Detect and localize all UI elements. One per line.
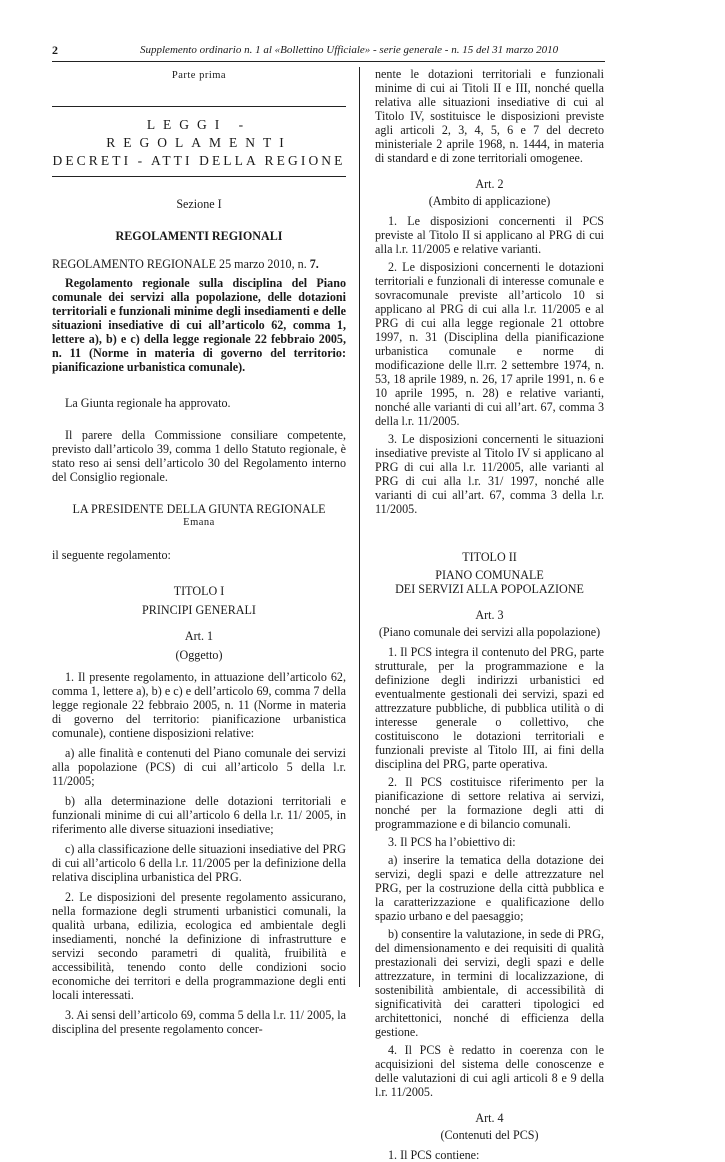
art-1-item-c: c) alla classificazione delle situazioni insediative del PRG di cui all’articolo 6 della l.r. 11/2005 per la definizione della relativa disciplina urbanistica del PRG. xyxy=(52,842,346,884)
part-label: Parte prima xyxy=(171,70,227,81)
titolo-2-label: TITOLO II xyxy=(462,550,517,564)
heading-top-rule xyxy=(52,106,346,107)
art-3-paragraph-4: 4. Il PCS è redatto in coerenza con le acquisizioni del sistema delle conoscenze e delle valutazioni di cui agli articoli 8 e 9 della l.r. 11/2005. xyxy=(375,1043,604,1099)
regulation-summary: Regolamento regionale sulla disciplina del Piano comunale dei servizi alla popolazione, delle dotazioni territoriali e funzionali minime degli insediamenti e delle situazioni insediative di cui all’articolo 62, comma 1, lettere a), b) e c) della legge regionale 22 febbraio 2005, n. 11 (Norme in materia di governo del territorio: pianificazione urbanistica comunale). xyxy=(52,276,346,374)
art-4-paragraph-1: 1. Il PCS contiene: xyxy=(388,1148,480,1162)
page-number: 2 xyxy=(52,43,58,57)
regulation-date: REGOLAMENTO REGIONALE 25 marzo 2010, n. xyxy=(52,257,307,271)
art-1-item-b: b) alla determinazione delle dotazioni territoriali e funzionali minime di cui all’articolo 6 della l.r. 11/ 2005, in riferimento alle diverse situazioni insediative; xyxy=(52,794,346,836)
presidente-heading: LA PRESIDENTE DELLA GIUNTA REGIONALE xyxy=(72,502,326,516)
art-2-paragraph-2: 2. Le disposizioni concernenti le dotazioni territoriali e funzionali di interesse comunale e sovracomunale previste all’articolo 10 si applicano al PRG di cui alla l.r. 11/2005 e al PRG di cui alla legge regionale 21 ottobre 1997, n. 31 (Disciplina della pianificazione urbanistica comunale e norme di modificazione delle ll.rr. 2 settembre 1974, n. 53, 18 aprile 1989, n. 26, 17 aprile 1991, n. 6 e 10 aprile 1995, n. 28) e relative varianti, nonché alle varianti di cui all’art. 67, comma 3 della l.r. 11/2005. xyxy=(375,260,604,428)
page-header xyxy=(52,43,604,61)
art-1-label: Art. 1 xyxy=(184,629,214,643)
section-label: Sezione I xyxy=(176,197,222,211)
regulation-number: 7. xyxy=(309,257,319,271)
art-3-paragraph-2: 2. Il PCS costituisce riferimento per la pianificazione di settore relativa ai servizi, nonché per la formazione degli atti di programmazione e di bilancio comunali. xyxy=(375,775,604,831)
art-2-label: Art. 2 xyxy=(475,177,504,191)
art-4-name: (Contenuti del PCS) xyxy=(440,1128,539,1142)
regulation-line xyxy=(52,257,346,271)
heading-line1: LEGGI - REGOLAMENTI xyxy=(106,117,292,150)
art-1-paragraph-2: 2. Le disposizioni del presente regolamento assicurano, nella formazione degli strumenti urbanistici comunali, la qualità urbana, edilizia, ecologica ed ambientale degli insediamenti, nonché la definizione di infrastrutture e servizi secondo parametri di qualità, fruibilità e accessibilità, tenendo conto delle condizioni socio economiche dei territori e della programmazione degli enti locali interessati. xyxy=(52,890,346,1002)
parere-text: Il parere della Commissione consiliare competente, previsto dall’articolo 39, comma 1 dello Statuto regionale, è stato reso ai sensi dell’articolo 30 del Regolamento interno del Consiglio regionale. xyxy=(52,428,346,484)
titolo-1-label: TITOLO I xyxy=(173,584,225,598)
titolo-2-name-line1: PIANO COMUNALE xyxy=(435,568,544,582)
art-1-paragraph-1: 1. Il presente regolamento, in attuazione dell’articolo 62, comma 1, lettere a), b) e c) e dell’articolo 69, comma 7 della legge regionale 22 febbraio 2005, n. 11 (Norme in materia di governo del territorio: pianificazione urbanistica comunale), contiene disposizioni relative: xyxy=(52,670,346,740)
art-1-name: (Oggetto) xyxy=(175,648,223,662)
art-2-paragraph-1: 1. Le disposizioni concernenti il PCS previste al Titolo II si applicano al PRG di cui alla l.r. 11/2005 e relative varianti. xyxy=(375,214,604,256)
heading-bottom-rule xyxy=(52,176,346,177)
art-3-name: (Piano comunale dei servizi alla popolazione) xyxy=(378,625,601,639)
art-2-paragraph-3: 3. Le disposizioni concernenti le situazioni insediative previste al Titolo IV si applicano al PRG di cui alla l.r. 11/2005, alle varianti al PRG di cui alla l.r. 31/ 1997, nonché alle varianti di cui all’art. 67, comma 3 della l.r. 11/2005. xyxy=(375,432,604,516)
giunta-text: La Giunta regionale ha approvato. xyxy=(65,396,231,410)
art-1-paragraph-3: 3. Ai sensi dell’articolo 69, comma 5 della l.r. 11/ 2005, la disciplina del presente regolamento concer- xyxy=(52,1008,347,1036)
art-3-item-a: a) inserire la tematica della dotazione dei servizi, degli spazi e delle attrezzature nel PRG, per la costruzione della città pubblica e la caratterizzazione e qualificazione dello spazio urbano e del paesaggio; xyxy=(375,853,604,923)
emana-label: Emana xyxy=(183,517,215,528)
art-4-label: Art. 4 xyxy=(475,1111,504,1125)
header-title: Supplemento ordinario n. 1 al «Bollettino Ufficiale» - serie generale - n. 15 del 31 marzo 2010 xyxy=(140,44,559,56)
header-rule xyxy=(52,61,605,62)
continuation-text: nente le dotazioni territoriali e funzionali minime di cui ai Titoli II e III, nonché quella relativa alle situazioni insediative di cui al Titolo IV, sostituisce le disposizioni previste agli articoli 2, 3, 4, 5, 6 e 7 del decreto ministeriale 2 aprile 1968, n. 1444, in materia di standard e di zone territoriali omogenee. xyxy=(375,67,604,165)
art-2-name: (Ambito di applicazione) xyxy=(428,194,551,208)
seguente-text: il seguente regolamento: xyxy=(52,548,171,562)
section-title: REGOLAMENTI REGIONALI xyxy=(115,229,283,243)
right-column xyxy=(375,67,604,1162)
art-3-item-b: b) consentire la valutazione, in sede di PRG, del dimensionamento e dei requisiti di qualità prestazionali dei servizi, degli spazi e delle attrezzature, in termini di localizzazione, di sostenibilità ambientale, di accessibilità di significatività dei caratteri tipologici ed architettonici, nonché di efficienza della gestione. xyxy=(375,927,604,1039)
heading-line2: DECRETI - ATTI DELLA REGIONE xyxy=(52,153,346,168)
art-3-label: Art. 3 xyxy=(475,608,504,622)
titolo-2-name-line2: DEI SERVIZI ALLA POPOLAZIONE xyxy=(395,582,584,596)
art-1-item-a: a) alle finalità e contenuti del Piano comunale dei servizi alla popolazione (PCS) di cui all’articolo 5 della l.r. 11/2005; xyxy=(52,746,346,788)
left-column xyxy=(52,67,346,1036)
column-divider xyxy=(359,67,360,987)
art-3-paragraph-1: 1. Il PCS integra il contenuto del PRG, parte strutturale, per la programmazione e la definizione degli indirizzi urbanistici ed eventualmente gestionali dei servizi, spazi ed attrezzature pubbliche, di pubblica utilità o di interesse generale o collettivo, che costituiscono le dotazioni territoriali e funzionali previste al Titolo III, ai fini della disciplina del PRG, parte operativa. xyxy=(375,645,604,771)
art-3-paragraph-3: 3. Il PCS ha l’obiettivo di: xyxy=(388,835,516,849)
titolo-1-name: PRINCIPI GENERALI xyxy=(142,603,256,617)
